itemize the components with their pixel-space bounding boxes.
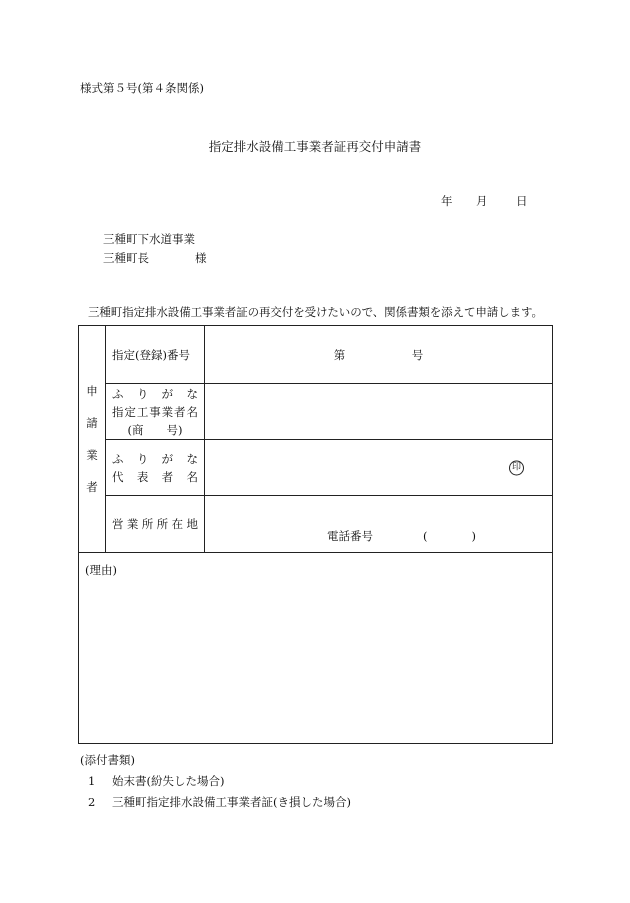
addressee-mayor (103, 250, 207, 266)
attachment-item (88, 794, 351, 810)
seal-mark-icon: 印 (509, 460, 524, 475)
registration-number-label (106, 326, 205, 384)
attachment-item (88, 773, 224, 789)
phone-number-line (327, 528, 476, 544)
document-title: 指定排水設備工事業者証再交付申請書 (208, 139, 422, 154)
representative-label-text: 代 表 者 名 (112, 469, 198, 484)
reason-field[interactable] (79, 553, 553, 744)
company-name-label (106, 384, 205, 440)
office-address-field[interactable] (205, 496, 553, 553)
phone-paren-close: ) (471, 529, 476, 543)
reason-label: (理由) (85, 563, 117, 577)
date-year: 年 (441, 194, 453, 208)
representative-field[interactable] (205, 440, 553, 496)
side-char: 申 (86, 384, 98, 398)
date-day: 日 (516, 194, 528, 208)
registration-number-field[interactable] (205, 326, 553, 384)
office-label-text: 営 業 所 所 在 地 (112, 517, 198, 531)
phone-label: 電話番号 (327, 529, 373, 543)
company-sub-label: (商 号) (127, 422, 183, 437)
representative-furigana: ふ り が な (112, 451, 198, 466)
company-furigana: ふ り が な (112, 386, 198, 401)
side-char: 請 (86, 416, 98, 430)
office-address-label (106, 496, 205, 553)
application-table (78, 325, 553, 744)
attachment-number: 1 (88, 774, 96, 788)
registration-label-text: 指定(登録)番号 (112, 347, 190, 362)
side-char: 業 (86, 448, 98, 462)
date-month: 月 (476, 194, 488, 208)
form-number: 様式第５号(第４条関係) (80, 81, 204, 95)
phone-paren-open: ( (423, 529, 428, 543)
addressee-organization: 三種町下水道事業 (103, 232, 195, 246)
attachment-number: 2 (88, 795, 96, 809)
company-label: 指 定 工 事 業 者 名 (112, 404, 198, 419)
side-char: 者 (86, 480, 98, 494)
attachment-text: 始末書(紛失した場合) (112, 774, 225, 788)
company-name-field[interactable] (205, 384, 553, 440)
representative-label (106, 440, 205, 496)
attachments-heading: (添付書類) (80, 753, 135, 767)
date-line (441, 193, 528, 209)
attachment-text: 三種町指定排水設備工事業者証(き損した場合) (112, 795, 351, 809)
intro-text: 三種町指定排水設備工事業者証の再交付を受けたいので、関係書類を添えて申請します。 (88, 305, 543, 319)
applicant-side-label (79, 326, 106, 553)
addressee-title: 三種町長 (103, 251, 149, 265)
registration-prefix: 第 (333, 347, 346, 362)
registration-suffix: 号 (411, 347, 424, 362)
addressee-honorific: 様 (195, 251, 207, 265)
